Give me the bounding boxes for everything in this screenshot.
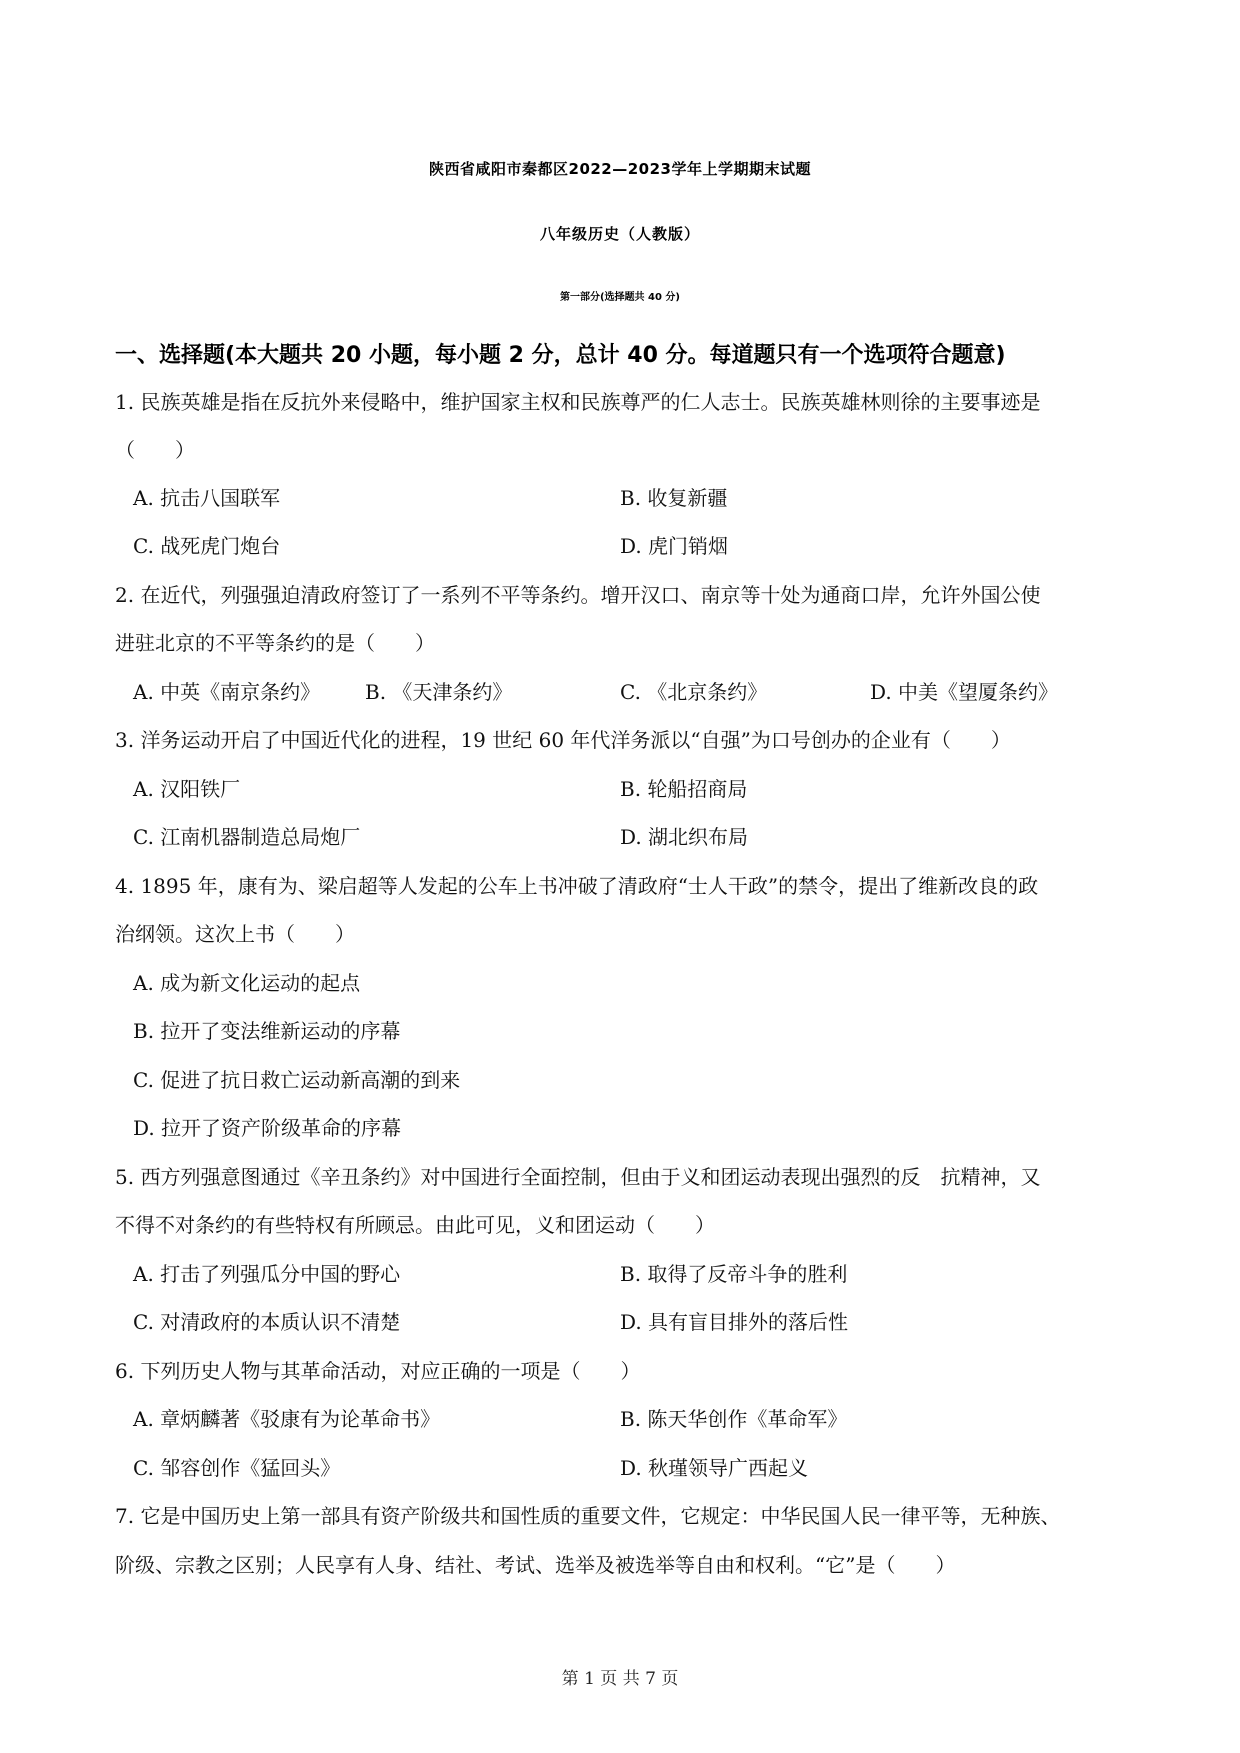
question-1-option-d: D. 虎门销烟 xyxy=(620,534,729,558)
question-3-option-b: B. 轮船招商局 xyxy=(620,777,748,801)
part-heading: 第一部分(选择题共 40 分) xyxy=(559,292,681,303)
question-6-option-d: D. 秋瑾领导广西起义 xyxy=(620,1456,809,1480)
question-5-stem-line-2: 不得不对条约的有些特权有所顾忌。由此可见，义和团运动（ ） xyxy=(115,1213,715,1237)
question-4-option-d: D. 拉开了资产阶级革命的序幕 xyxy=(133,1116,402,1140)
page-number: 第 1 页 共 7 页 xyxy=(561,1669,679,1689)
question-3-option-d: D. 湖北织布局 xyxy=(620,825,749,849)
question-1-option-a: A. 抗击八国联军 xyxy=(133,486,281,510)
question-3-option-a: A. 汉阳铁厂 xyxy=(133,777,241,801)
question-1-stem-line-1: 1. 民族英雄是指在反抗外来侵略中，维护国家主权和民族尊严的仁人志士。民族英雄林则徐的主要事迹是 xyxy=(115,390,1041,414)
question-7-stem-line-2: 阶级、宗教之区别；人民享有人身、结社、考试、选举及被选举等自由和权利。“它”是（ ） xyxy=(115,1553,956,1577)
question-5-option-b: B. 取得了反帝斗争的胜利 xyxy=(620,1262,848,1286)
question-2-option-b: B. 《天津条约》 xyxy=(365,680,513,704)
question-4-stem-line-1: 4. 1895 年，康有为、梁启超等人发起的公车上书冲破了清政府“士人干政”的禁令，提出了维新改良的政 xyxy=(115,874,1039,898)
section-heading: 一、选择题(本大题共 20 小题，每小题 2 分，总计 40 分。每道题只有一个选项符合题意) xyxy=(115,343,1006,368)
question-5-option-a: A. 打击了列强瓜分中国的野心 xyxy=(133,1262,401,1286)
question-2-stem-line-1: 2. 在近代，列强强迫清政府签订了一系列不平等条约。增开汉口、南京等十处为通商口岸，允许外国公使 xyxy=(115,583,1041,607)
question-4-option-b: B. 拉开了变法维新运动的序幕 xyxy=(133,1019,401,1043)
question-5-option-d: D. 具有盲目排外的落后性 xyxy=(620,1310,849,1334)
question-2-stem-line-2: 进驻北京的不平等条约的是（ ） xyxy=(115,631,435,655)
question-2-option-a: A. 中英《南京条约》 xyxy=(133,680,321,704)
question-4-stem-line-2: 治纲领。这次上书（ ） xyxy=(115,922,355,946)
question-6-option-a: A. 章炳麟著《驳康有为论革命书》 xyxy=(133,1407,441,1431)
question-2-option-d: D. 中美《望厦条约》 xyxy=(870,680,1059,704)
question-1-option-b: B. 收复新疆 xyxy=(620,486,728,510)
question-4-option-a: A. 成为新文化运动的起点 xyxy=(133,971,361,995)
question-6-option-b: B. 陈天华创作《革命军》 xyxy=(620,1407,848,1431)
question-3-stem: 3. 洋务运动开启了中国近代化的进程，19 世纪 60 年代洋务派以“自强”为口号创办的企业有（ ） xyxy=(115,728,1011,752)
question-7-stem-line-1: 7. 它是中国历史上第一部具有资产阶级共和国性质的重要文件，它规定：中华民国人民一律平等，无种族、 xyxy=(115,1504,1061,1528)
exam-title: 陕西省咸阳市秦都区2022—2023学年上学期期末试题 xyxy=(429,160,811,178)
question-5-stem-line-1: 5. 西方列强意图通过《辛丑条约》对中国进行全面控制，但由于义和团运动表现出强烈的反 抗精神，又 xyxy=(115,1165,1041,1189)
question-6-option-c: C. 邹容创作《猛回头》 xyxy=(133,1456,341,1480)
question-5-option-c: C. 对清政府的本质认识不清楚 xyxy=(133,1310,401,1334)
question-1-stem-line-2: （ ） xyxy=(115,438,195,462)
question-2-option-c: C. 《北京条约》 xyxy=(620,680,768,704)
question-6-stem: 6. 下列历史人物与其革命活动，对应正确的一项是（ ） xyxy=(115,1359,641,1383)
exam-subtitle: 八年级历史（人教版） xyxy=(539,225,700,243)
question-1-option-c: C. 战死虎门炮台 xyxy=(133,534,281,558)
question-3-option-c: C. 江南机器制造总局炮厂 xyxy=(133,825,361,849)
question-4-option-c: C. 促进了抗日救亡运动新高潮的到来 xyxy=(133,1068,461,1092)
